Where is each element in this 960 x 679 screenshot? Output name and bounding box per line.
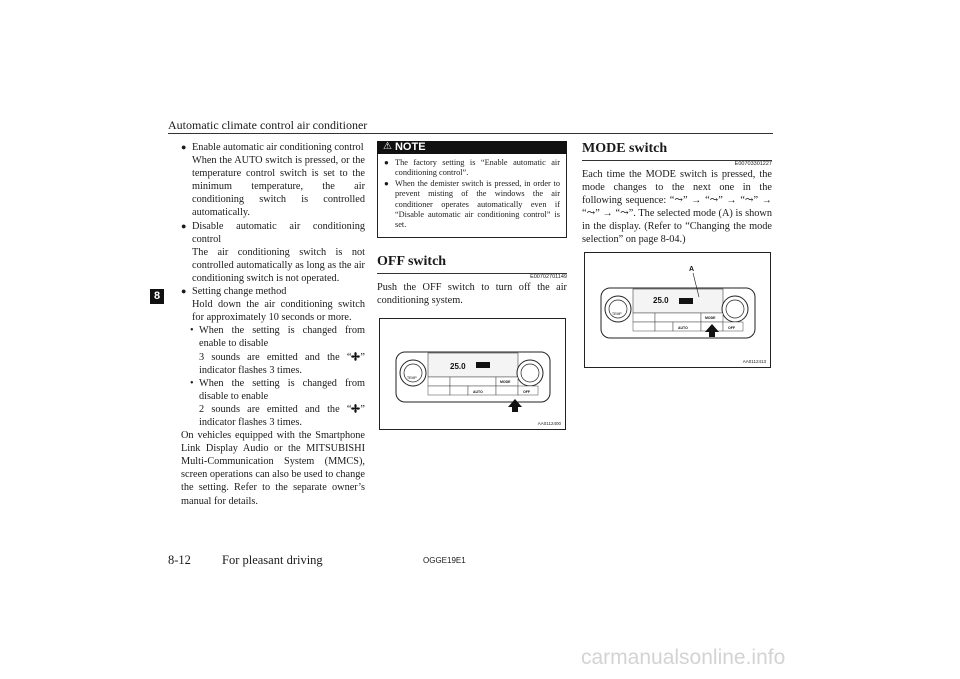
callout-label: A [689, 266, 695, 273]
closing-paragraph: On vehicles equipped with the Smartphone Link Display Audio or the MITSUBISHI Multi-Communication System (MMCS), screen operations can also be used to change the setting. Refer to the separate owner’s manual for details. [181, 430, 365, 507]
panel-auto-label: AUTO [678, 326, 688, 330]
sub-text: 3 sounds are emitted and the “ ” indicator flashes 3 times. [199, 351, 365, 376]
bullet-icon: ● [181, 142, 187, 152]
bullet-icon: ● [181, 220, 187, 231]
panel-mode-label: MODE [500, 380, 511, 384]
mode-airflow-icon: ⤳ [674, 195, 684, 207]
sub-lead: When the setting is changed from disable to enable [199, 377, 365, 402]
mode-section-title: MODE switch [582, 141, 668, 156]
bullet-setting [181, 285, 365, 324]
warning-icon: ⚠ [383, 141, 392, 153]
mode-switch-figure [584, 252, 771, 368]
bullet-body: The air conditioning switch is not controlled automatically as long as the air conditioning switch is not operated. [192, 246, 365, 284]
bullet-title: Enable automatic air conditioning control [192, 142, 364, 153]
sub-text: 2 sounds are emitted and the “ ” indicator flashes 3 times. [199, 403, 365, 428]
bullet-disable [181, 220, 365, 285]
chapter-tab: 8 [150, 289, 164, 304]
off-section-title: OFF switch [377, 253, 447, 269]
bullet-title: Disable automatic air conditioning control [192, 220, 365, 245]
right-column [582, 141, 772, 247]
panel-temp-label: TEMP [407, 376, 417, 380]
bullet-icon: ● [384, 178, 389, 188]
panel-temp-label: TEMP [612, 312, 622, 316]
section-code: E00702701149 [530, 273, 567, 280]
mode-airflow-icon: ⤳ [620, 208, 629, 220]
panel-temp-value: 25.0 [450, 362, 466, 371]
bullet-body: Hold down the air conditioning switch for approximately 10 seconds or more. [192, 299, 365, 324]
panel-temp-value: 25.0 [653, 296, 669, 305]
mode-airflow-icon: ⤳ [709, 195, 719, 207]
panel-mode-label: MODE [705, 316, 716, 320]
sub-lead: When the setting is changed from enable to disable [199, 325, 365, 350]
note-title: NOTE [394, 141, 426, 154]
footer-section-title: For pleasant driving [222, 553, 323, 567]
panel-off-label: OFF [523, 390, 530, 394]
mode-airflow-icon: ⤳ [586, 208, 596, 220]
mode-airflow-icon: ⤳ [744, 195, 754, 207]
panel-off-label: OFF [728, 326, 735, 330]
bullet-icon: ● [181, 286, 187, 297]
climate-panel-illustration [585, 253, 770, 367]
climate-panel-illustration [380, 319, 565, 429]
running-head: Automatic climate control air conditioner [168, 118, 368, 132]
note-box [377, 141, 567, 238]
note-header [377, 141, 567, 154]
left-column [181, 141, 365, 508]
header-rule [168, 133, 773, 134]
section-code: E00703301227 [734, 161, 772, 167]
figure-code: AA0112413 [742, 359, 766, 364]
middle-column [377, 141, 567, 307]
bullet-enable [181, 141, 365, 220]
off-switch-figure [379, 318, 566, 430]
off-section-body: Push the OFF switch to turn off the air conditioning system. [377, 281, 567, 306]
figure-code: AA0112400 [537, 421, 561, 426]
note-item: ● The factory setting is “Enable automatic air conditioning control”. [384, 158, 560, 178]
bullet-icon: ● [384, 158, 389, 167]
bullet-title: Setting change method [192, 286, 287, 298]
bullet-body: When the AUTO switch is pressed, or the temperature control switch is set to the minimum temperature, the air conditioning switch is controlled automatically. [192, 155, 365, 219]
document-code: OGGE19E1 [423, 556, 466, 565]
watermark: carmanualsonline.info [581, 646, 786, 669]
note-item: ● When the demister switch is pressed, in order to prevent misting of the windows the air conditioner operates automatically even if “Disable automatic air conditioning control” is set. [384, 178, 560, 230]
page-number: 8-12 [168, 553, 191, 567]
mode-section-body: Each time the MODE switch is pressed, the mode changes to the next one in the following sequence: “⤳” → “⤳” → “⤳” → “⤳” → “⤳”. The selected mode (A) is shown in the display. (Refer to “Changing the mode selection” on page 8-04.) [582, 169, 773, 246]
sub-item-enable: • When the setting is changed from disable to enable [190, 377, 365, 402]
sub-item-disable: • When the setting is changed from enable to disable [190, 325, 365, 350]
panel-auto-label: AUTO [473, 390, 483, 394]
